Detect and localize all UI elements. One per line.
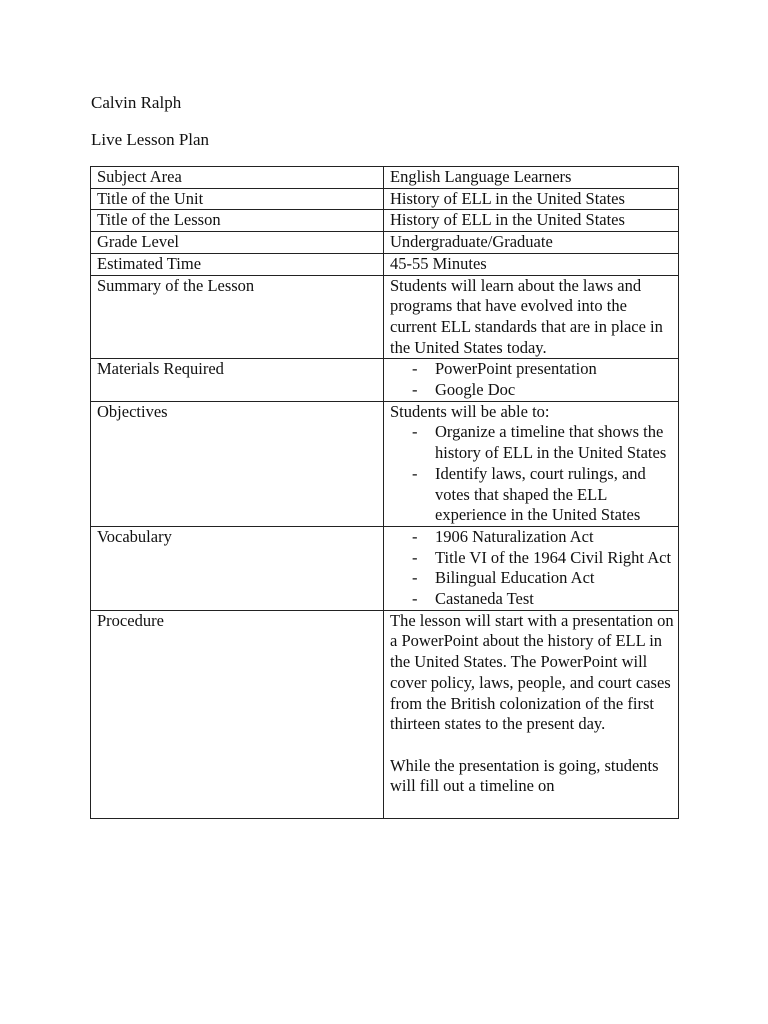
list-item: - Identify laws, court rulings, and votes that shaped the ELL experience in the United States bbox=[390, 464, 674, 526]
row-label: Procedure bbox=[91, 610, 384, 818]
row-label: Vocabulary bbox=[91, 526, 384, 610]
table-row bbox=[91, 359, 679, 401]
list-item: - Google Doc bbox=[390, 380, 674, 401]
row-value: 45-55 Minutes bbox=[384, 253, 679, 275]
table-row bbox=[91, 401, 679, 526]
row-value: English Language Learners bbox=[384, 167, 679, 189]
table-row bbox=[91, 275, 679, 359]
procedure-paragraph: The lesson will start with a presentation on a PowerPoint about the history of ELL in the United States. The PowerPoint will cover policy, laws, people, and court cases from the British colonization of the first thirteen states to the present day. bbox=[390, 610, 674, 734]
row-value bbox=[384, 526, 679, 610]
materials-list bbox=[390, 359, 674, 400]
row-label: Subject Area bbox=[91, 167, 384, 189]
vocabulary-list bbox=[390, 527, 674, 610]
row-label: Grade Level bbox=[91, 232, 384, 254]
list-item: - Bilingual Education Act bbox=[390, 568, 674, 589]
list-item: - PowerPoint presentation bbox=[390, 359, 674, 380]
row-value: History of ELL in the United States bbox=[384, 210, 679, 232]
list-item: - Organize a timeline that shows the history of ELL in the United States bbox=[390, 422, 674, 463]
objectives-intro: Students will be able to: bbox=[390, 401, 550, 421]
list-item: - Castaneda Test bbox=[390, 589, 674, 610]
row-label: Title of the Unit bbox=[91, 188, 384, 210]
row-value bbox=[384, 359, 679, 401]
table-row bbox=[91, 610, 679, 818]
row-label: Title of the Lesson bbox=[91, 210, 384, 232]
row-value bbox=[384, 610, 679, 818]
table-row bbox=[91, 232, 679, 254]
list-item: - Title VI of the 1964 Civil Right Act bbox=[390, 548, 674, 569]
table-row bbox=[91, 167, 679, 189]
table-row bbox=[91, 210, 679, 232]
lesson-plan-table bbox=[90, 166, 679, 819]
row-value bbox=[384, 401, 679, 526]
row-label: Summary of the Lesson bbox=[91, 275, 384, 359]
table-row bbox=[91, 188, 679, 210]
row-value: History of ELL in the United States bbox=[384, 188, 679, 210]
row-label: Objectives bbox=[91, 401, 384, 526]
row-value: Undergraduate/Graduate bbox=[384, 232, 679, 254]
table-row bbox=[91, 526, 679, 610]
author-name: Calvin Ralph bbox=[91, 93, 182, 112]
procedure-text bbox=[390, 611, 674, 818]
objectives-list bbox=[390, 422, 674, 526]
document-title: Live Lesson Plan bbox=[91, 130, 210, 149]
row-label: Estimated Time bbox=[91, 253, 384, 275]
procedure-paragraph: While the presentation is going, students will fill out a timeline on bbox=[390, 755, 659, 796]
table-row bbox=[91, 253, 679, 275]
row-value: Students will learn about the laws and programs that have evolved into the current ELL standards that are in place in the United States today. bbox=[384, 275, 679, 359]
row-label: Materials Required bbox=[91, 359, 384, 401]
list-item: - 1906 Naturalization Act bbox=[390, 527, 674, 548]
